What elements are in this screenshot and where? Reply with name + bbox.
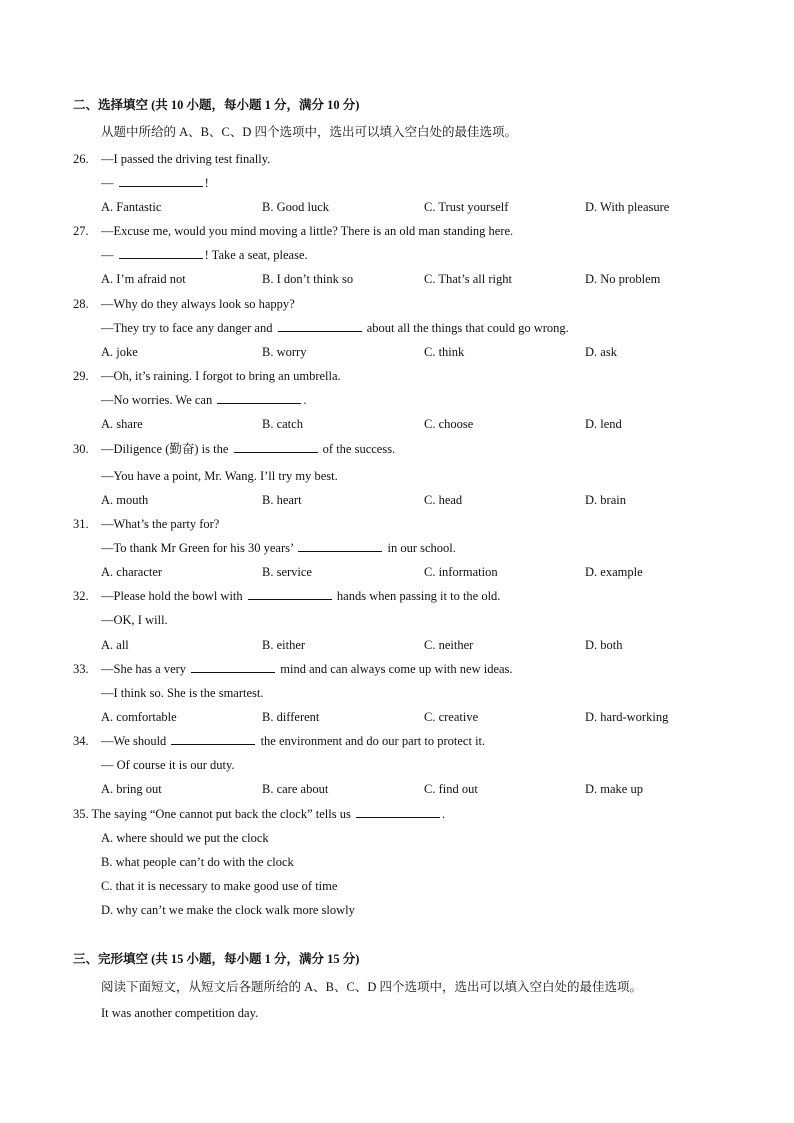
question-34-option-b[interactable]: B. care about bbox=[262, 782, 329, 796]
question-29-number: 29. bbox=[73, 369, 89, 383]
question-31-option-a[interactable]: A. character bbox=[101, 565, 163, 579]
answer-blank[interactable] bbox=[191, 661, 275, 673]
question-30-number: 30. bbox=[73, 442, 89, 456]
question-33-option-c[interactable]: C. creative bbox=[424, 710, 479, 724]
question-29-line1: —Oh, it’s raining. I forgot to bring an umbrella. bbox=[101, 369, 341, 383]
question-27-line2: — ! Take a seat, please. bbox=[101, 248, 308, 262]
question-26-option-d[interactable]: D. With pleasure bbox=[585, 200, 670, 214]
question-32-option-b[interactable]: B. either bbox=[262, 638, 306, 652]
question-28-line1: —Why do they always look so happy? bbox=[101, 297, 295, 311]
question-30-option-a[interactable]: A. mouth bbox=[101, 493, 149, 507]
question-26-number: 26. bbox=[73, 152, 89, 166]
question-34-option-c[interactable]: C. find out bbox=[424, 782, 478, 796]
question-29-option-b[interactable]: B. catch bbox=[262, 417, 303, 431]
question-34-line1: —We should the environment and do our part to protect it. bbox=[101, 734, 486, 748]
question-26-option-c[interactable]: C. Trust yourself bbox=[424, 200, 509, 214]
question-28-option-b[interactable]: B. worry bbox=[262, 345, 307, 359]
answer-blank[interactable] bbox=[119, 175, 203, 187]
question-34-number: 34. bbox=[73, 734, 89, 748]
question-35-option-d[interactable]: D. why can’t we make the clock walk more slowly bbox=[101, 903, 355, 917]
question-31-line2: —To thank Mr Green for his 30 years’ in our school. bbox=[101, 541, 456, 555]
question-32-line1: —Please hold the bowl with hands when passing it to the old. bbox=[101, 589, 501, 603]
question-34-option-d[interactable]: D. make up bbox=[585, 782, 643, 796]
section2-instruction: 从题中所给的 A、B、C、D 四个选项中，选出可以填入空白处的最佳选项。 bbox=[101, 125, 517, 139]
question-28-option-a[interactable]: A. joke bbox=[101, 345, 138, 359]
question-34-line2: — Of course it is our duty. bbox=[101, 758, 235, 772]
question-26-line1: —I passed the driving test finally. bbox=[101, 152, 271, 166]
question-33-option-a[interactable]: A. comfortable bbox=[101, 710, 177, 724]
question-28-option-c[interactable]: C. think bbox=[424, 345, 465, 359]
question-31-number: 31. bbox=[73, 517, 89, 531]
question-27-option-c[interactable]: C. That’s all right bbox=[424, 272, 512, 286]
question-26-option-b[interactable]: B. Good luck bbox=[262, 200, 330, 214]
question-31-option-b[interactable]: B. service bbox=[262, 565, 312, 579]
question-27-option-d[interactable]: D. No problem bbox=[585, 272, 661, 286]
question-33-option-d[interactable]: D. hard-working bbox=[585, 710, 669, 724]
question-30-line1: —Diligence (勤奋) is the of the success. bbox=[101, 442, 396, 456]
question-35-option-c[interactable]: C. that it is necessary to make good use of time bbox=[101, 879, 338, 893]
question-35-stem: 35. The saying “One cannot put back the clock” tells us . bbox=[73, 807, 446, 821]
question-28-number: 28. bbox=[73, 297, 89, 311]
question-32-option-d[interactable]: D. both bbox=[585, 638, 623, 652]
question-32-number: 32. bbox=[73, 589, 89, 603]
question-26-line2: — ! bbox=[101, 176, 209, 190]
question-32-option-a[interactable]: A. all bbox=[101, 638, 129, 652]
question-31-line1: —What’s the party for? bbox=[101, 517, 220, 531]
question-31-option-c[interactable]: C. information bbox=[424, 565, 498, 579]
question-27-option-b[interactable]: B. I don’t think so bbox=[262, 272, 354, 286]
question-30-line2: —You have a point, Mr. Wang. I’ll try my best. bbox=[101, 469, 338, 483]
question-28-line2: —They try to face any danger and about all the things that could go wrong. bbox=[101, 321, 569, 335]
answer-blank[interactable] bbox=[356, 806, 440, 818]
question-35-option-b[interactable]: B. what people can’t do with the clock bbox=[101, 855, 294, 869]
question-30-option-d[interactable]: D. brain bbox=[585, 493, 626, 507]
question-27-option-a[interactable]: A. I’m afraid not bbox=[101, 272, 186, 286]
question-33-line1: —She has a very mind and can always come up with new ideas. bbox=[101, 662, 513, 676]
question-29-line2: —No worries. We can . bbox=[101, 393, 307, 407]
question-33-line2: —I think so. She is the smartest. bbox=[101, 686, 264, 700]
answer-blank[interactable] bbox=[298, 540, 382, 552]
question-33-option-b[interactable]: B. different bbox=[262, 710, 320, 724]
question-29-option-c[interactable]: C. choose bbox=[424, 417, 474, 431]
question-27-line1: —Excuse me, would you mind moving a little? There is an old man standing here. bbox=[101, 224, 514, 238]
question-32-option-c[interactable]: C. neither bbox=[424, 638, 474, 652]
answer-blank[interactable] bbox=[171, 733, 255, 745]
question-28-option-d[interactable]: D. ask bbox=[585, 345, 617, 359]
section2-heading: 二、选择填空 (共 10 小题，每小题 1 分，满分 10 分) bbox=[73, 98, 360, 112]
question-27-number: 27. bbox=[73, 224, 89, 238]
section3-heading: 三、完形填空 (共 15 小题，每小题 1 分，满分 15 分) bbox=[73, 952, 360, 966]
question-34-option-a[interactable]: A. bring out bbox=[101, 782, 162, 796]
question-31-option-d[interactable]: D. example bbox=[585, 565, 643, 579]
question-30-option-b[interactable]: B. heart bbox=[262, 493, 302, 507]
question-29-option-a[interactable]: A. share bbox=[101, 417, 143, 431]
answer-blank[interactable] bbox=[234, 441, 318, 453]
answer-blank[interactable] bbox=[278, 320, 362, 332]
section3-first-line: It was another competition day. bbox=[101, 1006, 259, 1020]
question-29-option-d[interactable]: D. lend bbox=[585, 417, 622, 431]
answer-blank[interactable] bbox=[217, 392, 301, 404]
question-33-number: 33. bbox=[73, 662, 89, 676]
question-26-option-a[interactable]: A. Fantastic bbox=[101, 200, 162, 214]
question-30-option-c[interactable]: C. head bbox=[424, 493, 463, 507]
question-32-line2: —OK, I will. bbox=[101, 613, 168, 627]
answer-blank[interactable] bbox=[248, 588, 332, 600]
question-35-option-a[interactable]: A. where should we put the clock bbox=[101, 831, 269, 845]
section3-instruction: 阅读下面短文，从短文后各题所给的 A、B、C、D 四个选项中，选出可以填入空白处的最佳选项。 bbox=[101, 980, 642, 994]
answer-blank[interactable] bbox=[119, 247, 203, 259]
